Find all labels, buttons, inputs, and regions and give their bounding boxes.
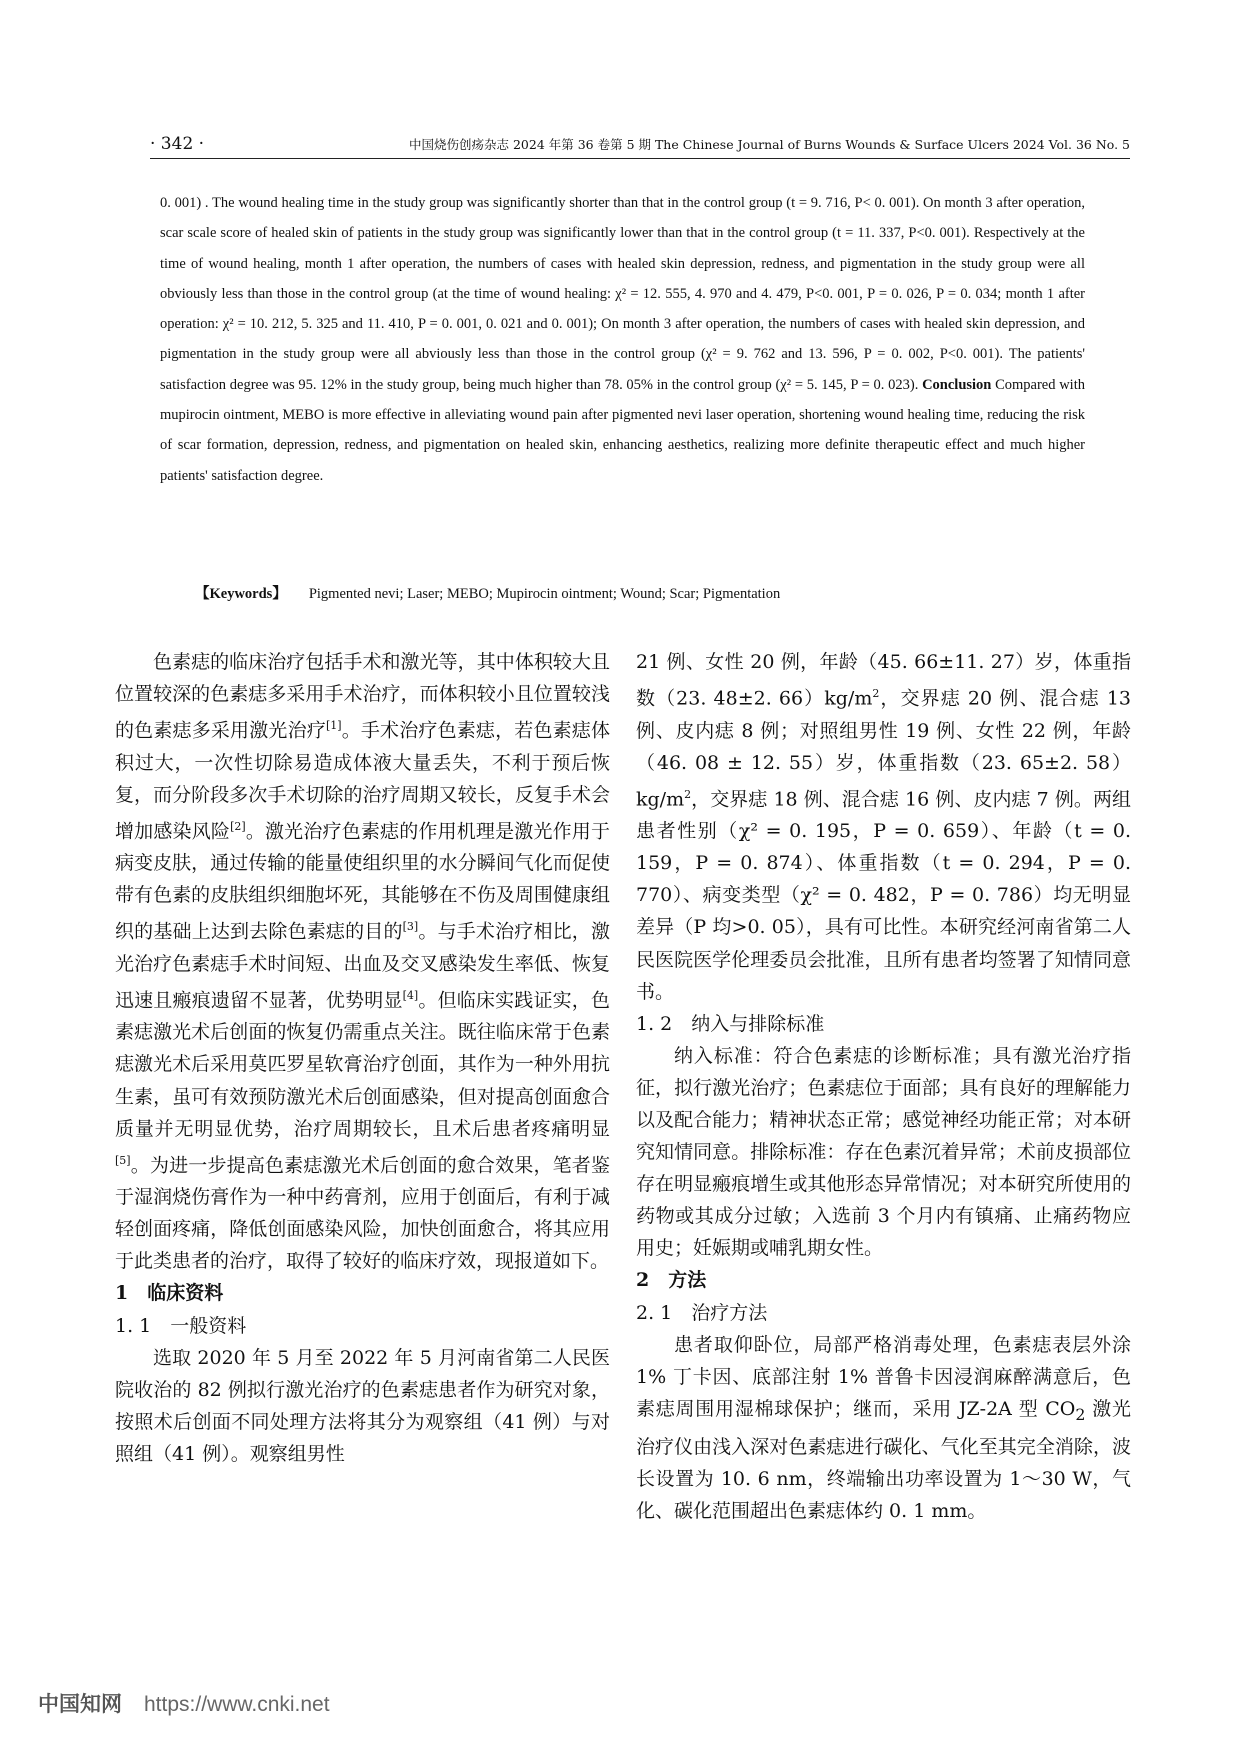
keywords-text: Pigmented nevi; Laser; MEBO; Mupirocin ointment; Wound; Scar; Pigmentation xyxy=(308,586,781,602)
criteria-paragraph: 纳入标准：符合色素痣的诊断标准；具有激光治疗指征，拟行激光治疗；色素痣位于面部；具有良好的理解能力以及配合能力；精神状态正常；感觉神经功能正常；对本研究知情同意。排除标准：存在色素沉着异常；术前皮损部位存在明显瘢痕增生或其他形态异常情况；对本研究所使用的药物或其成分过敏；入选前 3 个月内有镇痛、止痛药物应用史；妊娠期或哺乳期女性。 xyxy=(636,1044,1131,1260)
left-column xyxy=(115,646,610,1470)
intro-paragraph: 色素痣的临床治疗包括手术和激光等，其中体积较大且位置较深的色素痣多采用手术治疗，而体积较小且位置较浅的色素痣多采用激光治疗[1]。手术治疗色素痣，若色素痣体积过大，一次性切除易造成体液大量丢失，不利于预后恢复，而分阶段多次手术切除的治疗周期又较长，反复手术会增加感染风险[2]。激光治疗色素痣的作用机理是激光作用于病变皮肤，通过传输的能量使组织里的水分瞬间气化而促使带有色素的皮肤组织细胞坏死，其能够在不伤及周围健康组织的基础上达到去除色素痣的目的[3]。与手术治疗相比，激光治疗色素痣手术时间短、出血及交叉感染发生率低、恢复迅速且瘢痕遗留不显著，优势明显[4]。但临床实践证实，色素痣激光术后创面的恢复仍需重点关注。既往临床常于色素痣激光术后采用莫匹罗星软膏治疗创面，其作为一种外用抗生素，虽可有效预防激光术后创面感染，但对提高创面愈合质量并无明显优势，治疗周期较长，且术后患者疼痛明显[5]。为进一步提高色素痣激光术后创面的愈合效果，笔者鉴于湿润烧伤膏作为一种中药膏剂，应用于创面后，有利于减轻创面疼痛，降低创面感染风险，加快创面愈合，将其应用于此类患者的治疗，取得了较好的临床疗效，现报道如下。 xyxy=(115,651,610,1273)
page-number: · 342 · xyxy=(150,134,205,154)
citation-5: [5] xyxy=(115,1153,131,1167)
keywords-label: 【Keywords】 xyxy=(195,586,287,602)
abstract-text-2: Compared with mupirocin ointment, MEBO is more effective in alleviating wound pain after pigmented nevi laser operation, shortening wound healing time, reducing the risk of scar formation, depression, redness, and pigmentation on healed skin, enhancing aesthetics, realizing more definite therapeutic effect and much higher patients' satisfaction degree. xyxy=(160,376,1085,484)
journal-title: 中国烧伤创疡杂志 2024 年第 36 卷第 5 期 The Chinese Journal of Burns Wounds & Surface Ulcers 2024 Vol. 36 No. 5 xyxy=(408,137,1130,152)
section-heading-2: 2 方法 xyxy=(636,1269,707,1292)
citation-4: [4] xyxy=(402,988,419,1002)
section-heading-1-2: 1. 2 纳入与排除标准 xyxy=(636,1012,825,1035)
conclusion-label: Conclusion xyxy=(922,376,992,393)
citation-1: [1] xyxy=(325,719,342,733)
cnki-logo: 中国知网 xyxy=(38,1693,122,1716)
cnki-url: https://www.cnki.net xyxy=(144,1693,330,1716)
general-data-continued: 21 例、女性 20 例，年龄（45. 66±11. 27）岁，体重指数（23. 48±2. $66)kg/m^2$，交界痣 20 例、混合痣 13 例、皮内痣 8 例；对照组男性 19 例、女性 22 例，年龄（46. 08 ± 12. 55）岁，体重指数（23. 65±2. $58)kg/m^2$，交界痣 18 例、混合痣 16 例、皮内痣 7 例。两组患者性别（χ² = 0. 195，P = 0. 659）、年龄（t = 0. 159，P = 0. 874）、体重指数（t = 0. 294，P = 0. 770）、病变类型（χ² = 0. 482，P = 0. 786）均无明显差异（P 均>0. 05），具有可比性。本研究经河南省第二人民医院医学伦理委员会批准，且所有患者均签署了知情同意书。 xyxy=(636,651,1131,1003)
citation-2: [2] xyxy=(230,819,246,833)
general-data-paragraph: 选取 2020 年 5 月至 2022 年 5 月河南省第二人民医院收治的 82 例拟行激光治疗的色素痣患者作为研究对象，按照术后创面不同处理方法将其分为观察组（41 例）与对照组（41 例）。观察组男性 xyxy=(115,1346,610,1465)
right-column xyxy=(636,646,1131,1527)
english-abstract xyxy=(160,188,1085,491)
keywords xyxy=(195,582,1095,603)
running-header xyxy=(150,132,1130,159)
section-heading-2-1: 2. 1 治疗方法 xyxy=(636,1301,768,1324)
citation-3: [3] xyxy=(402,920,419,934)
section-heading-1-1: 1. 1 一般资料 xyxy=(115,1314,247,1337)
treatment-paragraph: 患者取仰卧位，局部严格消毒处理，色素痣表层外涂 1% 丁卡因、底部注射 1% 普鲁卡因浸润麻醉满意后，色素痣周围用湿棉球保护；继而，采用 JZ-2A 型 $CO_2$ 激光治疗仪由浅入深对色素痣进行碳化、气化至其完全消除，波长设置为 10. 6 nm，终端输出功率设置为 1～30 W，气化、碳化范围超出色素痣体约 0. 1 mm。 xyxy=(636,1333,1131,1522)
abstract-text-1: 0. 001) . The wound healing time in the study group was significantly shorter than that in the control group (t = 9. 716, P< 0. 001). On month 3 after operation, scar scale score of healed skin of patients in the study group was significantly lower than that in the control group (t = 11. 337, P<0. 001). Respectively at the time of wound healing, month 1 after operation, the numbers of cases with healed skin depression, redness, and pigmentation in the study group were all obviously less than those in the control group (at the time of wound healing: χ² = 12. 555, 4. 970 and 4. 479, P<0. 001, P = 0. 026, P = 0. 034; month 1 after operation: χ² = 10. 212, 5. 325 and 11. 410, P = 0. 001, 0. 021 and 0. 001); On month 3 after operation, the numbers of cases with healed skin depression, and pigmentation in the study group were all abviously less than those in the control group (χ² = 9. 762 and 13. 596, P = 0. 002, P<0. 001). The patients' satisfaction degree was 95. 12% in the study group, being much higher than 78. 05% in the control group (χ² = 5. 145, P = 0. 023). xyxy=(160,195,1085,393)
section-heading-1: 1 临床资料 xyxy=(115,1282,224,1305)
cnki-watermark xyxy=(38,1688,330,1718)
